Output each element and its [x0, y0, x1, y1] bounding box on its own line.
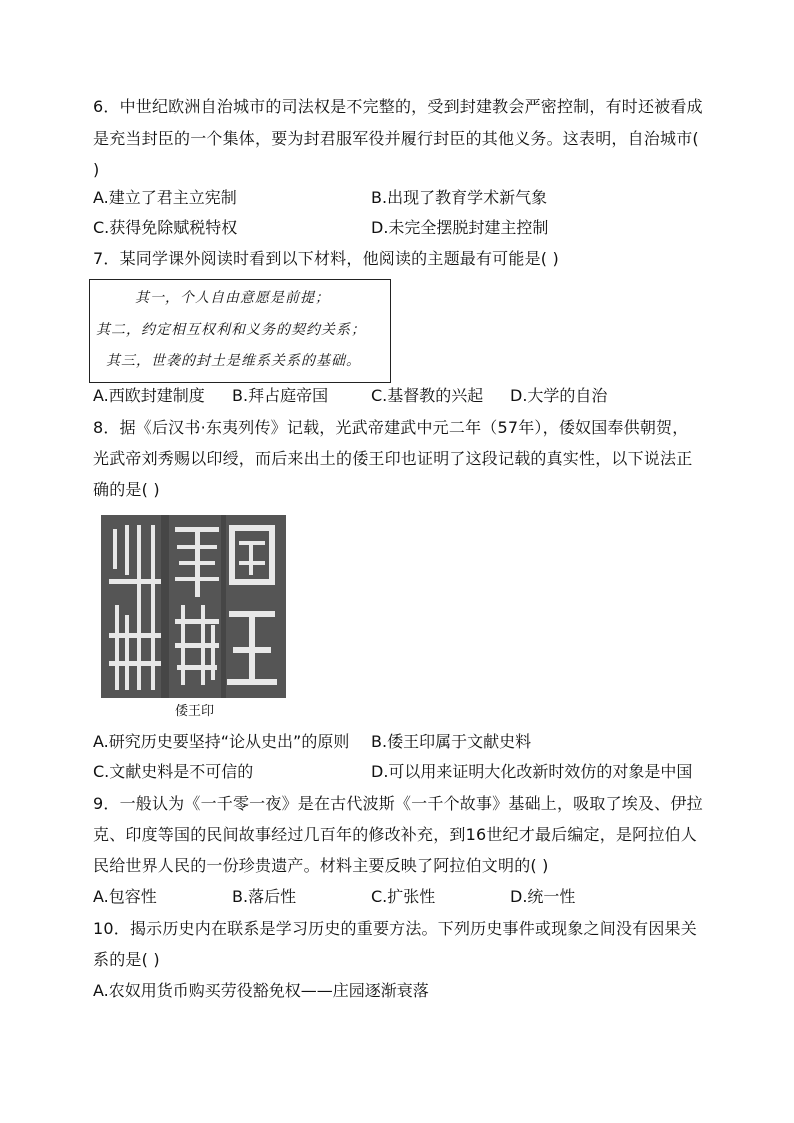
- q9-option-c[interactable]: C.扩张性: [371, 887, 436, 906]
- q9-stem-line-2: 克、印度等国的民间故事经过几百年的修改补充，到16世纪才最后编定，是阿拉伯人: [93, 825, 697, 844]
- q9-option-d[interactable]: D.统一性: [510, 887, 576, 906]
- seal-impression-graphic: [101, 515, 286, 698]
- q6-stem-line-3: ): [93, 160, 100, 179]
- q6-stem-line-2: 是充当封臣的一个集体，要为封君服军役并履行封臣的其他义务。这表明，自治城市(: [93, 129, 699, 148]
- q9-option-b[interactable]: B.落后性: [232, 887, 297, 906]
- q10-stem-line-1: 10．揭示历史内在联系是学习历史的重要方法。下列历史事件或现象之间没有因果关: [93, 919, 697, 938]
- q9-stem-line-1: 9．一般认为《一千零一夜》是在古代波斯《一千个故事》基础上，吸取了埃及、伊拉: [93, 794, 703, 813]
- q7-material-line-2: 其二，约定相互权利和义务的契约关系；: [96, 322, 366, 338]
- q6-option-d[interactable]: D.未完全摆脱封建主控制: [371, 218, 549, 237]
- seal-caption: 倭王印: [175, 704, 215, 719]
- q7-material-line-3: 其三，世袭的封土是维系关系的基础。: [106, 353, 361, 369]
- q6-option-a[interactable]: A.建立了君主立宪制: [93, 188, 237, 207]
- q9-stem-line-3: 民给世界人民的一份珍贵遗产。材料主要反映了阿拉伯文明的( ): [93, 856, 549, 875]
- q6-option-c[interactable]: C.获得免除赋税特权: [93, 218, 238, 237]
- q7-option-d[interactable]: D.大学的自治: [510, 386, 608, 405]
- q8-stem-line-2: 光武帝刘秀赐以印绶，而后来出土的倭王印也证明了这段记载的真实性，以下说法正: [93, 449, 693, 468]
- q8-stem-line-3: 确的是( ): [93, 480, 160, 499]
- q6-option-b[interactable]: B.出现了教育学术新气象: [371, 188, 548, 207]
- q7-option-b[interactable]: B.拜占庭帝国: [232, 386, 329, 405]
- q7-option-a[interactable]: A.西欧封建制度: [93, 386, 205, 405]
- q8-option-d[interactable]: D.可以用来证明大化改新时效仿的对象是中国: [371, 762, 693, 781]
- q8-option-c[interactable]: C.文献史料是不可信的: [93, 762, 254, 781]
- q10-stem-line-2: 系的是( ): [93, 950, 160, 969]
- q7-option-c[interactable]: C.基督教的兴起: [371, 386, 484, 405]
- q7-stem: 7．某同学课外阅读时看到以下材料，他阅读的主题最有可能是( ): [93, 249, 559, 268]
- q8-option-a[interactable]: A.研究历史要坚持“论从史出”的原则: [93, 732, 350, 751]
- q7-material-line-1: 其一，个人自由意愿是前提；: [135, 290, 330, 306]
- q7-material-box: [89, 279, 391, 383]
- q8-option-b[interactable]: B.倭王印属于文献史料: [371, 732, 532, 751]
- q6-stem-line-1: 6．中世纪欧洲自治城市的司法权是不完整的，受到封建教会严密控制，有时还被看成: [93, 97, 703, 116]
- q8-stem-line-1: 8．据《后汉书·东夷列传》记载，光武帝建武中元二年（57年），倭奴国奉供朝贺，: [93, 418, 689, 437]
- q9-option-a[interactable]: A.包容性: [93, 887, 157, 906]
- q10-option-a[interactable]: A.农奴用货币购买劳役豁免权——庄园逐渐衰落: [93, 981, 429, 1000]
- wa-king-seal-image: [101, 515, 286, 698]
